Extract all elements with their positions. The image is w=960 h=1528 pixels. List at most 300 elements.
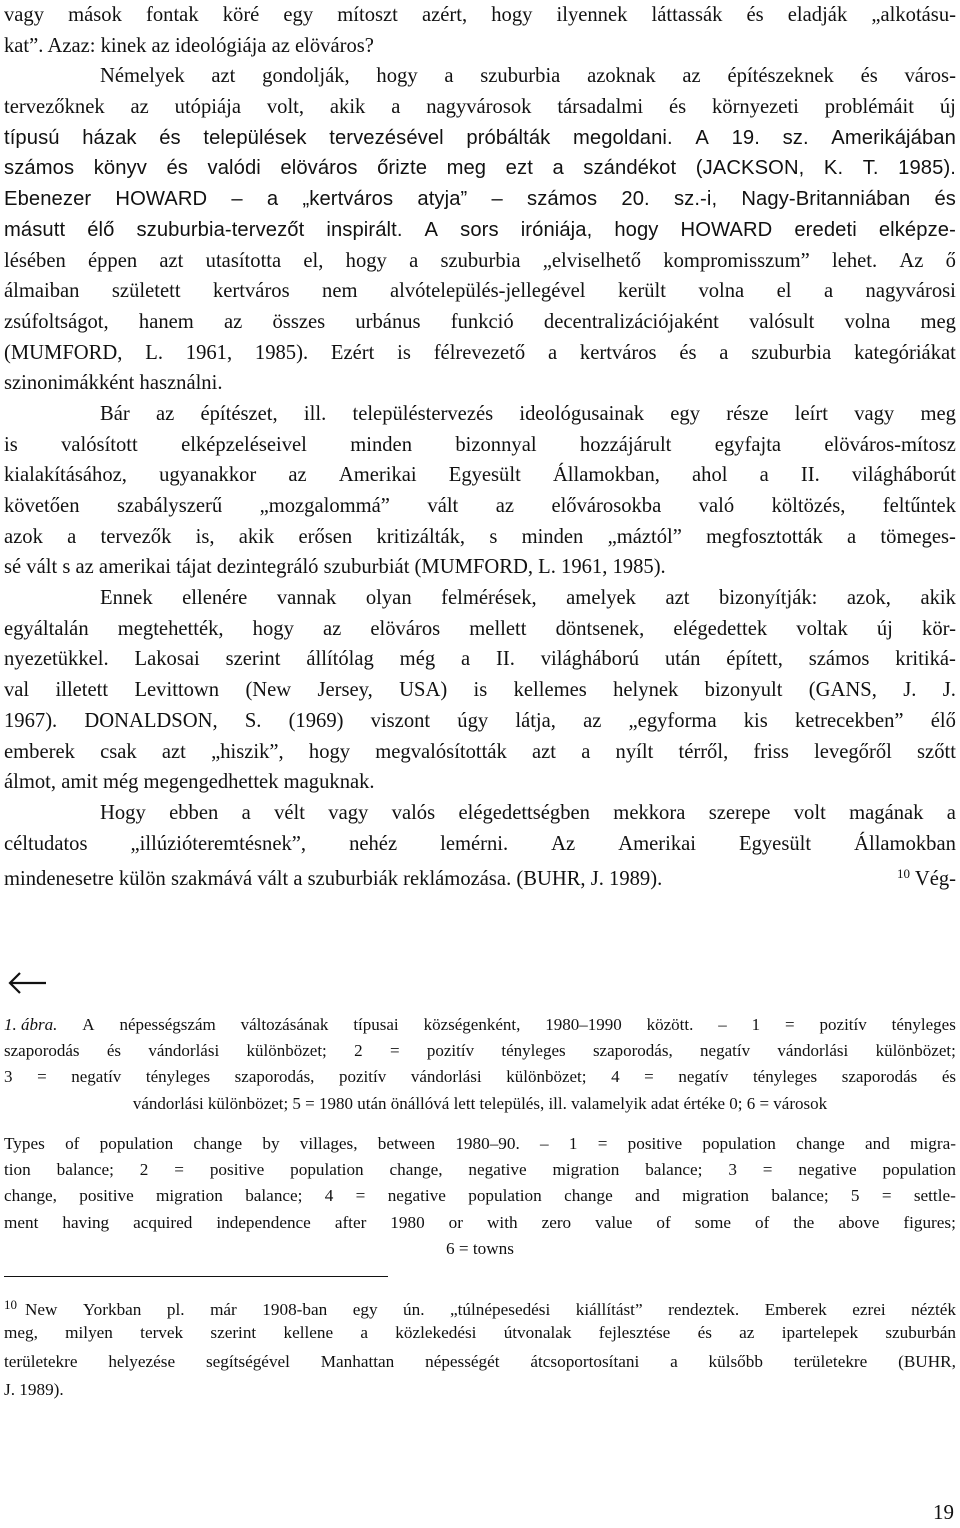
word: a	[444, 65, 454, 88]
word: Némelyek	[100, 65, 185, 88]
word: azt	[161, 740, 186, 763]
word: of	[65, 1134, 80, 1153]
word: ugyanakkor	[159, 464, 257, 487]
word: elöváros	[280, 157, 358, 180]
word: J.	[942, 679, 956, 702]
footnote-marker: 10	[4, 1297, 17, 1312]
word: része	[726, 402, 769, 425]
word: =	[881, 1186, 892, 1206]
body-line	[4, 460, 956, 491]
footnote	[4, 1291, 956, 1405]
word: szaporodás	[841, 1067, 918, 1087]
word: területekre	[4, 1351, 78, 1371]
word: szaporodás,	[234, 1067, 315, 1087]
word: nehéz	[349, 832, 398, 855]
word: kiállítást”	[575, 1300, 643, 1319]
word: or	[448, 1212, 463, 1232]
word: is,	[195, 525, 215, 548]
word: volt,	[266, 96, 305, 119]
word: urbánus	[355, 310, 421, 333]
word: vagy	[854, 402, 895, 425]
word: amelyek	[566, 587, 636, 610]
body-line	[4, 276, 956, 307]
word: sors	[460, 218, 499, 241]
word: és	[106, 1041, 122, 1061]
word: Nagy-Britanniában	[741, 188, 911, 211]
word: mások	[68, 4, 122, 26]
word: meg	[920, 402, 956, 425]
word: T.	[862, 157, 879, 180]
word: azt	[665, 587, 690, 610]
word: bizonnyal	[455, 433, 537, 456]
word: megtehették,	[117, 617, 224, 640]
word: (BUHR,	[898, 1351, 956, 1371]
word: minden	[350, 433, 412, 456]
word: a	[847, 525, 857, 548]
word: a	[391, 96, 401, 119]
word: félrevezető	[433, 341, 526, 364]
word: emberek	[4, 740, 75, 763]
word: Államokban	[854, 832, 956, 855]
word: szaporodás	[4, 1041, 80, 1061]
body-line	[4, 675, 956, 706]
word: mítoszt	[337, 4, 398, 26]
word: a	[581, 740, 591, 763]
word: számos	[808, 648, 870, 671]
word: különbözet;	[246, 1041, 327, 1061]
word: nagyvárosi	[865, 280, 956, 303]
word: Yorkban	[82, 1300, 142, 1319]
word: házak	[82, 126, 137, 149]
word: magának	[849, 801, 924, 824]
word: már	[210, 1300, 237, 1319]
word: 4	[324, 1186, 334, 1206]
word: 1980–1990	[545, 1015, 622, 1034]
word: élő	[87, 218, 115, 241]
word: 2	[354, 1041, 363, 1061]
word: egy	[283, 4, 314, 26]
word: azok	[4, 525, 43, 548]
footnote-line	[4, 1291, 956, 1319]
word: éppen	[88, 249, 138, 272]
word: tervezésével	[329, 126, 444, 149]
word: kialakításához,	[4, 464, 127, 487]
word: vándorlási	[410, 1067, 482, 1087]
word: (New	[245, 679, 292, 702]
word: =	[644, 1067, 654, 1087]
word: balance;	[245, 1186, 303, 1206]
word: gondolják,	[262, 65, 350, 88]
word: elöváros-mítosz	[824, 433, 956, 456]
word: számos	[527, 188, 598, 211]
word: zsúfoltságot,	[4, 310, 109, 333]
word: 3	[4, 1067, 13, 1087]
word: (1969)	[288, 709, 344, 732]
word: pozitív	[339, 1067, 387, 1087]
word: kertváros	[579, 341, 657, 364]
word: Types	[4, 1134, 45, 1153]
body-line	[4, 246, 956, 277]
word: valós	[391, 801, 436, 824]
word: HOWARD	[680, 218, 773, 241]
word: Egyesült	[448, 464, 521, 487]
word: negative	[798, 1160, 857, 1180]
word: II.	[800, 464, 820, 487]
word: volt	[793, 801, 826, 824]
word: feltűntek	[882, 495, 956, 517]
word: J.	[903, 679, 917, 702]
word: az	[155, 402, 175, 425]
word: 1985).	[254, 341, 309, 364]
word: –	[540, 1134, 549, 1153]
body-line	[4, 92, 956, 123]
word: tömeges-	[880, 525, 956, 548]
word: and	[635, 1186, 660, 1206]
body-line	[4, 644, 956, 675]
word: balance;	[645, 1160, 703, 1180]
word: volna	[844, 310, 891, 333]
word: települések	[203, 126, 307, 149]
figure-caption-english	[4, 1131, 956, 1262]
word: having	[62, 1212, 110, 1232]
word: Ennek	[100, 587, 153, 610]
word: szerepe	[708, 801, 771, 824]
word: 1985).	[898, 157, 956, 180]
word: –	[491, 188, 503, 211]
word: a	[759, 464, 769, 487]
word: meg	[446, 157, 487, 180]
word: 20.	[621, 188, 650, 211]
word: negatív	[71, 1067, 122, 1087]
word: 1980	[390, 1212, 425, 1232]
word: II.	[496, 648, 515, 671]
word: Amerikai	[618, 832, 696, 855]
word: hogy	[252, 617, 294, 640]
word: és	[934, 188, 956, 211]
word: iróniája,	[520, 218, 593, 241]
word: kör-	[922, 617, 956, 640]
word: egyáltalán	[4, 617, 89, 640]
word: az	[130, 96, 149, 119]
footnote-line: J. 1989).	[4, 1380, 64, 1400]
figure-label: 1. ábra.	[4, 1015, 58, 1034]
left-arrow-icon	[6, 970, 48, 996]
word: 1961,	[185, 341, 233, 364]
word: migration	[156, 1186, 223, 1206]
word: elégedettségben	[458, 801, 590, 824]
word: kritiká-	[895, 648, 956, 671]
word: and	[865, 1134, 890, 1153]
caption-line	[4, 1091, 956, 1117]
word: különbözet;	[875, 1041, 956, 1061]
word: 1980–90.	[455, 1134, 520, 1153]
word: Az	[551, 832, 576, 855]
word: a	[719, 341, 729, 364]
word: utópiája	[174, 96, 241, 119]
caption-en-line	[4, 1183, 956, 1209]
word: szerint	[210, 1323, 257, 1343]
body-line: szinonimákként használni.	[4, 372, 223, 395]
word: =	[37, 1067, 47, 1087]
word: inspirált.	[326, 218, 403, 241]
word: utasította	[205, 249, 282, 272]
word: egy	[670, 402, 701, 425]
word: új	[876, 617, 893, 640]
word: positive	[79, 1186, 134, 1206]
word: a	[461, 648, 471, 671]
word: „hiszik”,	[211, 740, 284, 763]
word: azok,	[846, 587, 891, 610]
word: az	[583, 709, 602, 732]
word: A	[82, 1015, 95, 1034]
word: „alkotásu-	[871, 4, 956, 26]
word: vagy	[328, 801, 369, 824]
word: a	[670, 1351, 678, 1371]
word: funkció	[450, 310, 514, 333]
word: (MUMFORD,	[4, 341, 123, 364]
body-line	[4, 706, 956, 737]
word: megvalósították	[375, 740, 507, 763]
word: ilyennek	[556, 4, 628, 26]
word: a	[67, 525, 77, 548]
body-line: kat”. Azaz: kinek az ideológiája az elöváros?	[4, 34, 374, 57]
word: azt	[159, 249, 184, 272]
caption-line	[4, 1038, 956, 1064]
word: átcsoportosítani	[530, 1351, 640, 1371]
body-line-final-tail	[897, 859, 956, 895]
word: Jersey,	[317, 679, 373, 702]
word: population	[290, 1160, 364, 1180]
word: with	[487, 1212, 518, 1232]
word: azoknak	[587, 65, 656, 88]
word: =	[355, 1186, 366, 1206]
word: világháborút	[851, 464, 956, 487]
word: új	[939, 96, 956, 119]
word: községenként,	[423, 1015, 521, 1034]
word: látja,	[515, 709, 556, 732]
body-text	[4, 0, 956, 890]
word: of	[656, 1212, 671, 1232]
word: a	[360, 1323, 369, 1343]
word: „máztól”	[607, 525, 682, 548]
word: Levittown	[134, 679, 220, 702]
word: a	[946, 801, 956, 824]
word: tervek	[140, 1323, 184, 1343]
body-line	[4, 61, 956, 92]
word: különbözet;	[506, 1067, 587, 1087]
word: L.	[145, 341, 163, 364]
word: lehet.	[832, 249, 878, 272]
word: népességét	[425, 1351, 500, 1371]
word: követően	[4, 495, 80, 517]
word: positive	[209, 1160, 265, 1180]
caption-en-line	[4, 1236, 956, 1262]
word: őrizte	[377, 157, 428, 180]
word: volna	[698, 280, 745, 303]
word: csak	[100, 740, 137, 763]
word: ideológusainak	[519, 402, 645, 425]
word: azt	[532, 740, 557, 763]
word: mellett	[469, 617, 527, 640]
word: társadalmi	[557, 96, 644, 119]
word: kellene	[283, 1323, 334, 1343]
word: és	[860, 65, 878, 88]
word: meg	[920, 310, 956, 333]
word: S.	[244, 709, 262, 732]
word: között.	[646, 1015, 694, 1034]
word: nem	[322, 280, 358, 303]
word: kellemes	[513, 679, 587, 702]
word: megoldani.	[572, 126, 673, 149]
word: population	[99, 1134, 174, 1153]
word: HOWARD	[115, 188, 208, 211]
word: el	[776, 280, 792, 303]
word: 1	[568, 1134, 578, 1153]
word: eredeti	[794, 218, 857, 241]
word: után	[664, 648, 701, 671]
body-line	[4, 399, 956, 430]
word: Amerikai	[338, 464, 417, 487]
word: szerint	[225, 648, 281, 671]
word: hogy	[614, 218, 659, 241]
word: és	[159, 126, 181, 149]
word: szuburbia-tervezőt	[136, 218, 305, 241]
word: positive	[627, 1134, 683, 1153]
word: a	[547, 341, 558, 364]
word: ketrecekben”	[794, 709, 904, 732]
word: szuburbia	[440, 249, 521, 272]
word: =	[389, 1041, 400, 1061]
body-line	[4, 522, 956, 553]
word: milyen	[65, 1323, 113, 1343]
word: akik	[329, 96, 366, 119]
body-line: sé vált s az amerikai tájat dezintegráló szuburbiát (MUMFORD, L. 1961, 1985).	[4, 556, 666, 579]
word: valódi	[207, 157, 261, 180]
word: kategóriákat	[854, 341, 956, 364]
word: a	[823, 280, 834, 303]
word: olyan	[365, 587, 412, 610]
footnote-line	[4, 1348, 956, 1376]
word: is	[4, 433, 18, 456]
word: a	[241, 801, 251, 824]
word: (JACKSON,	[695, 157, 805, 180]
word: nyílt	[615, 740, 654, 763]
word: –	[231, 188, 243, 211]
word: pozitív	[819, 1015, 867, 1034]
word: „illúzióteremtésnek”,	[130, 832, 307, 855]
word: 1908-ban	[262, 1300, 328, 1319]
word: tényleges	[752, 1067, 818, 1087]
word: K.	[823, 157, 844, 180]
word: az	[495, 495, 514, 517]
word: change	[193, 1134, 243, 1153]
word: külsőbb	[708, 1351, 763, 1371]
word: negative	[387, 1186, 446, 1206]
word: ellenére	[182, 587, 248, 610]
word: 1	[751, 1015, 761, 1034]
word: atyja”	[417, 188, 468, 211]
word: balance;	[56, 1160, 114, 1180]
word: some	[694, 1212, 731, 1232]
word: 5	[850, 1186, 860, 1206]
caption-text: 6 = towns	[446, 1238, 514, 1258]
word: helynek	[613, 679, 679, 702]
word: after	[334, 1212, 367, 1232]
word: ő	[945, 249, 956, 272]
word: „mozgalommá”	[259, 495, 390, 517]
word: A	[424, 218, 439, 241]
caption-en-line	[4, 1157, 956, 1183]
word: szabályszerű	[116, 495, 223, 517]
word: a	[266, 188, 279, 211]
word: elégedettek	[673, 617, 768, 640]
word: 4	[611, 1067, 620, 1087]
word: pl.	[166, 1300, 185, 1319]
word: change	[796, 1134, 845, 1153]
word: azt	[211, 65, 236, 88]
word: tényleges	[891, 1015, 956, 1034]
word: a	[552, 157, 564, 180]
word: született	[111, 280, 181, 303]
word: szuburbia	[751, 341, 832, 364]
word: „egyforma	[628, 709, 717, 732]
word: vannak	[276, 587, 337, 610]
word: került	[617, 280, 666, 303]
word: valósult	[749, 310, 815, 333]
word: hogy	[308, 740, 351, 763]
word: településtervezés	[352, 402, 494, 425]
word: erősen	[298, 525, 353, 548]
word: viszont	[370, 709, 431, 732]
word: population	[882, 1160, 956, 1180]
word: change	[564, 1186, 613, 1206]
word: ezrei	[852, 1300, 886, 1319]
word: szuburbia	[480, 65, 561, 88]
word: épített,	[726, 648, 783, 671]
word: migration	[552, 1160, 620, 1180]
body-line	[4, 184, 956, 215]
word: és	[166, 157, 188, 180]
word: rendeztek.	[668, 1300, 740, 1319]
word: A	[695, 126, 709, 149]
word: és	[679, 341, 697, 364]
word: negatív	[678, 1067, 729, 1087]
word: vagy	[4, 4, 45, 26]
word: kritizálták,	[376, 525, 466, 548]
word: by	[262, 1134, 280, 1153]
word: döntsenek,	[555, 617, 645, 640]
word: balance;	[771, 1186, 829, 1206]
word: hogy	[376, 65, 418, 88]
word: =	[762, 1160, 773, 1180]
body-line	[4, 153, 956, 184]
word: az	[739, 1323, 755, 1343]
word: egyfajta	[714, 433, 782, 456]
word: hanem	[138, 310, 194, 333]
word: tényleges	[145, 1067, 211, 1087]
word: elővárosokba	[551, 495, 662, 517]
body-line	[4, 583, 956, 614]
word: ún.	[403, 1300, 425, 1319]
body-line	[4, 430, 956, 461]
word: változásának	[240, 1015, 329, 1034]
word: bizonyult	[704, 679, 783, 702]
word: population	[468, 1186, 542, 1206]
body-line	[4, 338, 956, 369]
word: $^{10}$ New	[4, 1297, 58, 1319]
word: Manhattan	[320, 1351, 395, 1371]
word: és	[746, 4, 764, 26]
